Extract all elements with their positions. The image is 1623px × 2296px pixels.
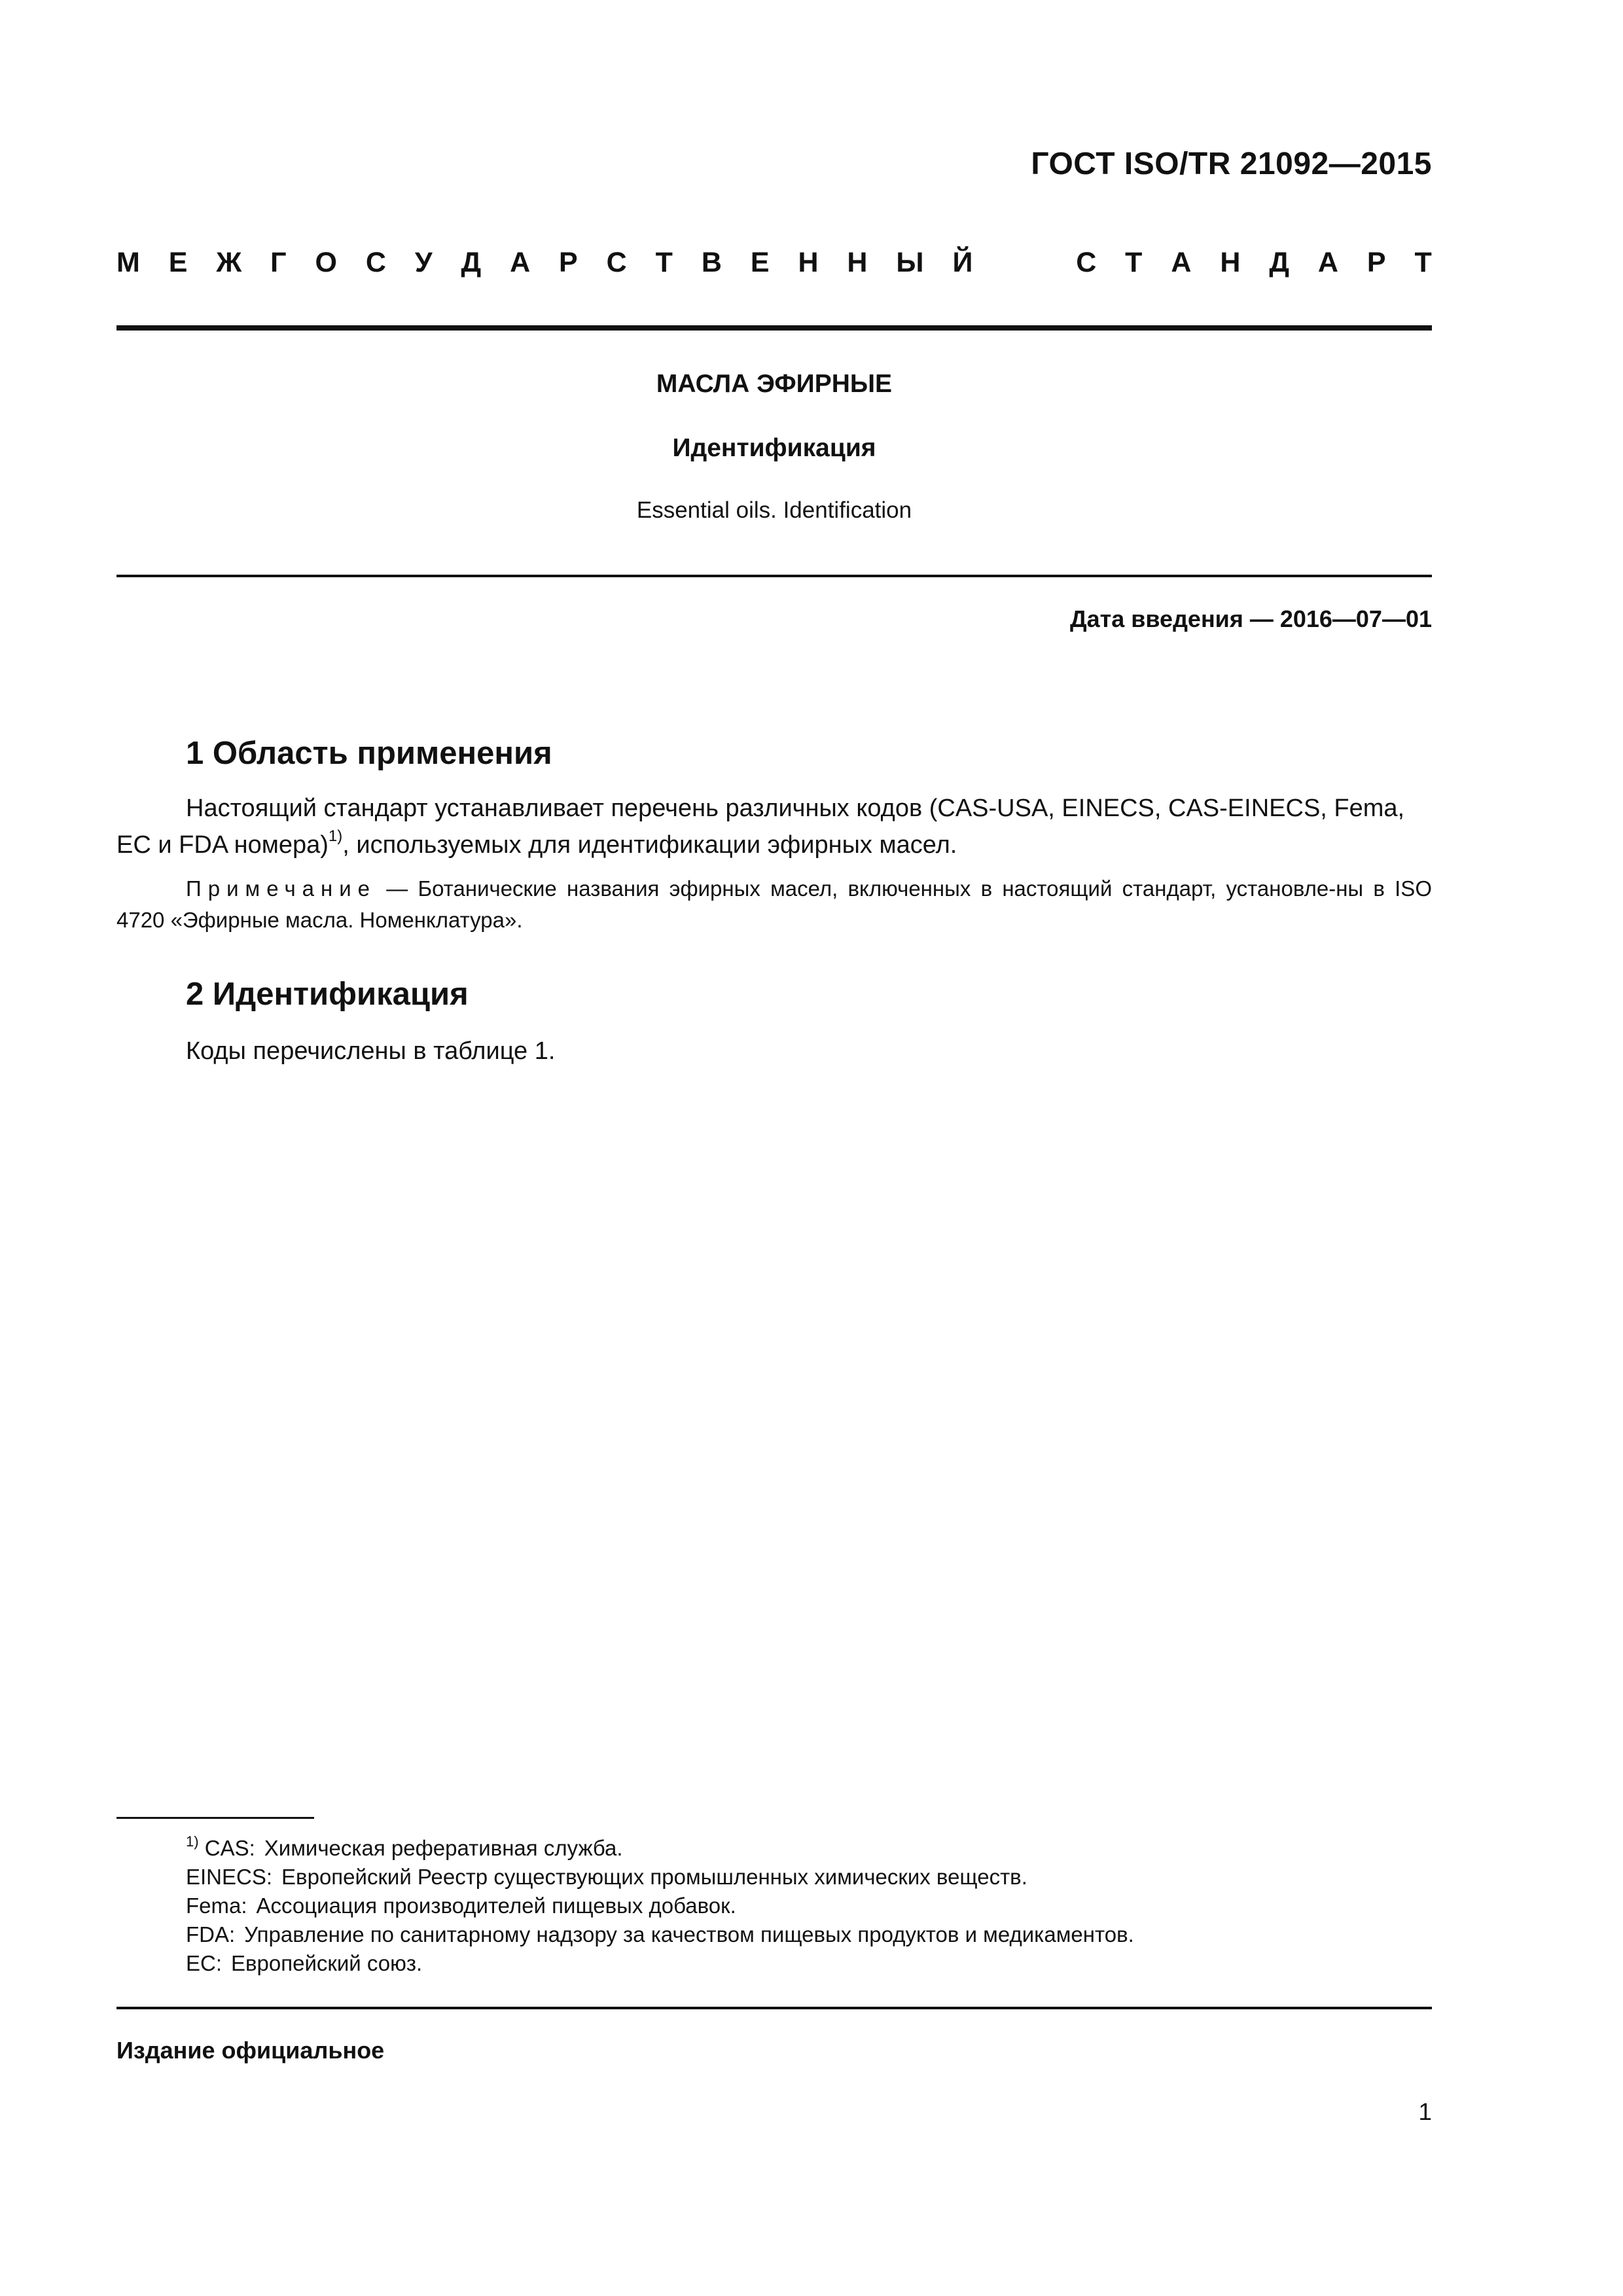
footer-divider [116, 2007, 1432, 2009]
identification-text: Коды перечислены в таблице 1. [186, 1037, 556, 1065]
footnote-abbr: CAS: [204, 1836, 255, 1860]
footnote-abbr: FDA: [186, 1922, 236, 1946]
footnote-abbr: Fema: [186, 1893, 247, 1918]
identification-paragraph [116, 1033, 1432, 1069]
banner-letter: Т [1125, 247, 1143, 278]
banner-letter: М [116, 247, 140, 278]
banner-letter: А [510, 247, 531, 278]
footnote-item [186, 1892, 736, 1920]
scope-note [116, 873, 1432, 936]
banner-letter: В [701, 247, 722, 278]
banner-letter: С [606, 247, 627, 278]
footnote-text: Химическая реферативная служба. [264, 1836, 623, 1860]
banner-letter: Н [1220, 247, 1241, 278]
document-code: ГОСТ ISO/TR 21092—2015 [1031, 147, 1432, 181]
section-heading-scope: 1 Область применения [186, 736, 552, 771]
banner-letter: Д [461, 247, 482, 278]
banner-letter: С [1076, 247, 1097, 278]
banner-letter: Е [750, 247, 770, 278]
banner-letter: Й [952, 247, 973, 278]
footnote-item [186, 1834, 623, 1863]
footnote-text: Европейский союз. [231, 1951, 423, 1975]
document-title-english: Essential oils. Identification [636, 497, 912, 523]
introduction-date: Дата введения — 2016—07—01 [1069, 605, 1432, 632]
banner-letter: Ы [896, 247, 924, 278]
document-title: МАСЛА ЭФИРНЫЕ [656, 370, 893, 398]
interstate-standard-banner [116, 247, 1432, 279]
banner-letter: Т [1414, 247, 1432, 278]
note-label: Примечание [186, 876, 377, 901]
banner-letter: Н [847, 247, 868, 278]
page-number: 1 [1418, 2098, 1432, 2125]
banner-letter: О [315, 247, 337, 278]
banner-letter: Р [1366, 247, 1386, 278]
footnote-abbr: EC: [186, 1951, 223, 1975]
banner-word-gap [1001, 247, 1047, 279]
banner-letter: Н [798, 247, 819, 278]
banner-letter: Д [1269, 247, 1289, 278]
banner-letter: А [1171, 247, 1192, 278]
footnote-reference: 1) [328, 827, 343, 845]
scope-paragraph [116, 790, 1432, 863]
banner-letter: Р [559, 247, 578, 278]
banner-letter: У [414, 247, 433, 278]
banner-letter: Ж [216, 247, 242, 278]
note-text: — Ботанические названия эфирных масел, включенных в настоящий стандарт, установле-ны в ISO 4720 «Эфирные масла. Номенклатура». [116, 876, 1432, 932]
footnote-text: Европейский Реестр существующих промышленных химических веществ. [281, 1865, 1027, 1889]
official-edition-label: Издание официальное [116, 2037, 385, 2064]
banner-letter: С [365, 247, 386, 278]
banner-letter: Е [168, 247, 188, 278]
banner-letter: Г [270, 247, 287, 278]
footnote-abbr: EINECS: [186, 1865, 273, 1889]
footnote-marker: 1) [186, 1833, 199, 1850]
title-divider [116, 575, 1432, 577]
scope-text-continued: , используемых для идентификации эфирных масел. [342, 831, 957, 859]
banner-letter: А [1317, 247, 1338, 278]
footnote-item [186, 1949, 422, 1978]
footnote-text: Ассоциация производителей пищевых добавок. [256, 1893, 736, 1918]
document-subtitle: Идентификация [672, 434, 876, 462]
banner-letter: Т [655, 247, 673, 278]
footnote-item [186, 1863, 1027, 1892]
section-heading-identification: 2 Идентификация [186, 977, 469, 1012]
header-divider [116, 325, 1432, 331]
footnote-text: Управление по санитарному надзору за качеством пищевых продуктов и медикаментов. [244, 1922, 1134, 1946]
scope-text: Настоящий стандарт устанавливает перечень различных кодов (CAS-USA, EINECS, CAS-EINECS, Fema, EC и FDA номера) [116, 795, 1405, 859]
footnote-item [186, 1920, 1134, 1949]
footnote-divider [116, 1817, 314, 1819]
